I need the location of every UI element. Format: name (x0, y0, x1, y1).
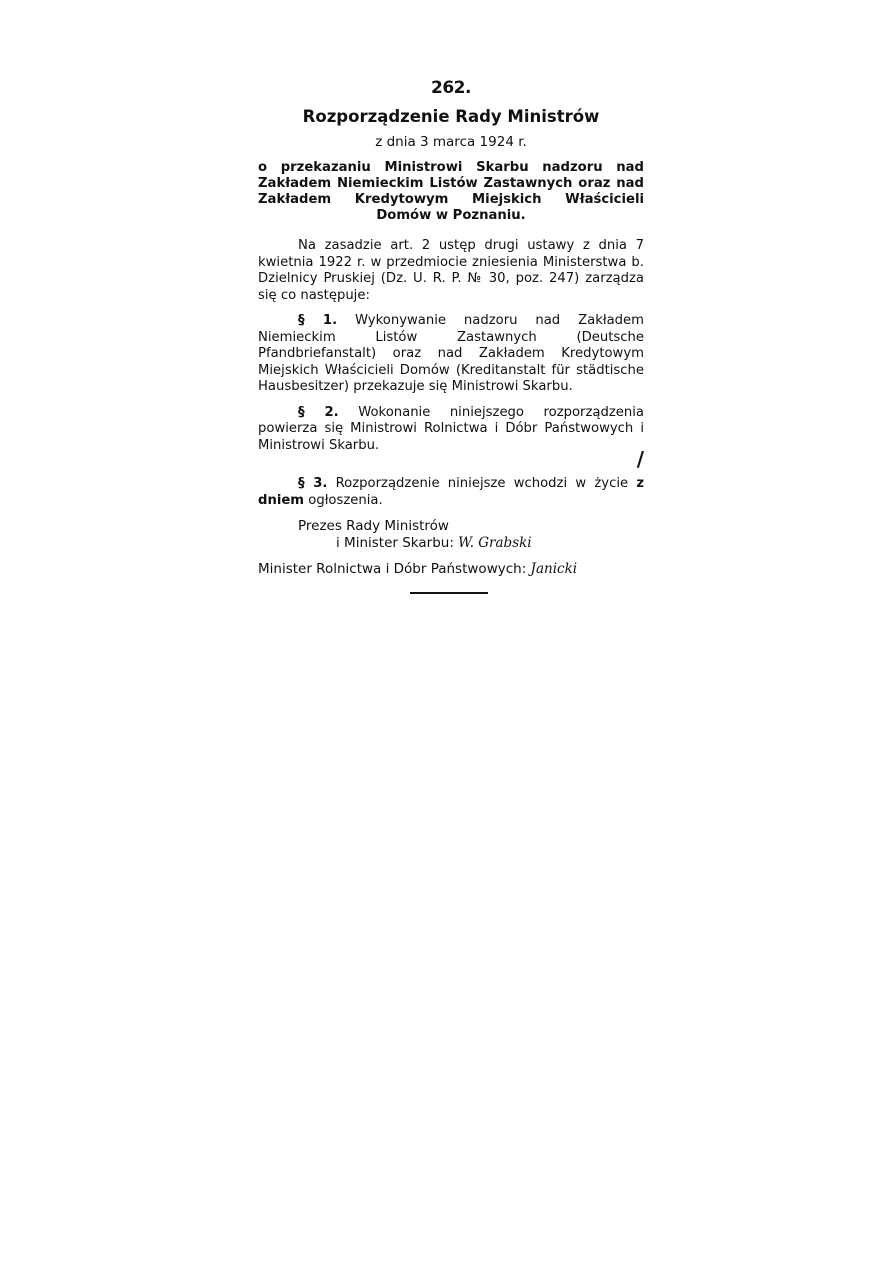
section-3-bold: z dniem (258, 476, 644, 508)
document-title: Rozporządzenie Rady Ministrów (302, 107, 600, 126)
signature-role-2: i Minister Skarbu: (336, 535, 454, 551)
section-2-label: § 2. (298, 404, 339, 420)
section-1 (258, 313, 644, 396)
document-date: z dnia 3 marca 1924 r. (375, 134, 527, 150)
section-1-text: Wykonywanie nadzoru nad Zakładem Niemieckim Listów Zastawnych (Deutsche Pfandbriefanstalt) oraz nad Zakładem Kredytowym Miejskich Właścicieli Domów (Kreditanstalt für städtische Hausbesitzer) przekazuje się Ministrowi Skarbu. (258, 313, 644, 394)
signature-name-3: Janicki (530, 561, 578, 577)
signature-line-3 (258, 561, 644, 578)
section-1-label: § 1. (298, 313, 338, 328)
signature-line-2 (258, 535, 644, 552)
section-3 (258, 476, 644, 509)
closing-rule (410, 592, 488, 594)
section-3-text: Rozporządzenie niniejsze wchodzi w życie (335, 476, 629, 491)
page-number: 262. (431, 78, 471, 98)
pen-mark-icon: / (636, 447, 644, 471)
section-3-label: § 3. (298, 476, 328, 491)
section-2 (258, 405, 644, 455)
signature-name-2: W. Grabski (458, 535, 532, 551)
section-3-tail: ogłoszenia. (308, 492, 383, 508)
document-page (258, 78, 644, 594)
preamble: Na zasadzie art. 2 ustęp drugi ustawy z dnia 7 kwietnia 1922 r. w przedmiocie zniesienia Ministerstwa b. Dzielnicy Pruskiej (Dz. U. R. P. № 30, poz. 247) zarządza się co następuje: (258, 238, 644, 303)
document-subject: o przekazaniu Ministrowi Skarbu nadzoru nad Zakładem Niemieckim Listów Zastawnych oraz nad Zakładem Kredytowym Miejskich Właścicieli Domów w Poznaniu. (258, 160, 644, 223)
section-2-text: Wokonanie niniejszego rozporządzenia powierza się Ministrowi Rolnictwa i Dóbr Państwowych i Ministrowi Skarbu. (258, 404, 644, 453)
signature-line-1: Prezes Rady Ministrów (298, 518, 449, 534)
signature-role-3: Minister Rolnictwa i Dóbr Państwowych: (258, 561, 527, 577)
